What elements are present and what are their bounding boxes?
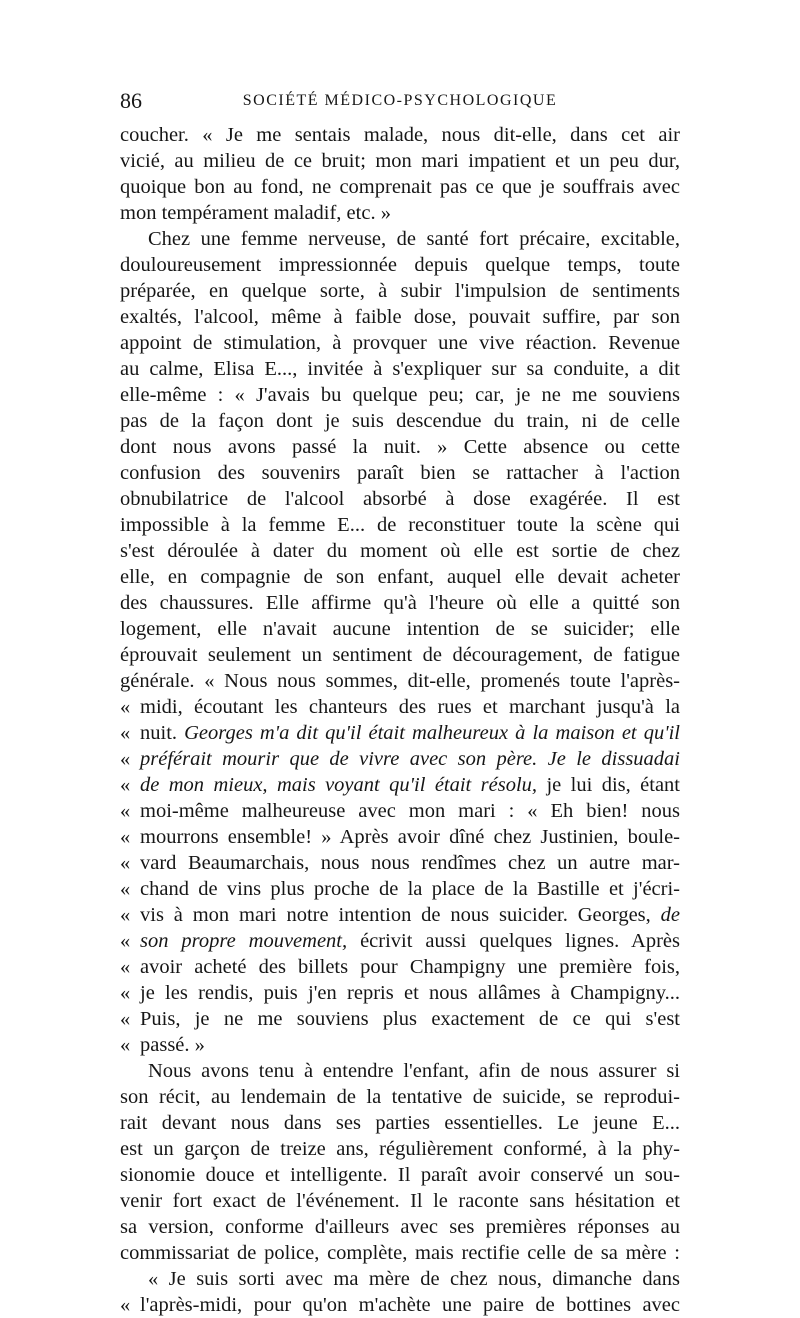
text-line: générale. « Nous nous sommes, dit-elle, promenés toute l'après- bbox=[120, 670, 680, 692]
quote-line bbox=[120, 1292, 680, 1318]
quote-text: je les rendis, puis j'en repris et nous allâmes à Champigny... bbox=[140, 982, 680, 1004]
quote-line bbox=[120, 772, 680, 798]
quote-mark: « bbox=[120, 930, 131, 952]
italic-text: Georges m'a dit qu'il était malheureux à la maison et qu'il bbox=[184, 722, 680, 744]
quote-text: écrivit aussi quelques lignes. Après bbox=[347, 930, 680, 952]
quote-text: nuit. bbox=[140, 722, 185, 744]
quote-mark: « bbox=[120, 774, 131, 796]
text-line: mon tempérament maladif, etc. » bbox=[120, 202, 391, 224]
quote-text: passé. » bbox=[140, 1034, 205, 1056]
text-line: sionomie douce et intelligente. Il paraît avoir conservé un sou- bbox=[120, 1164, 680, 1186]
page-number: 86 bbox=[120, 88, 142, 113]
text-line: des chaussures. Elle affirme qu'à l'heure où elle a quitté son bbox=[120, 592, 680, 614]
quote-line bbox=[120, 876, 680, 902]
quote-text: avoir acheté des billets pour Champigny une première fois, bbox=[140, 956, 680, 978]
quote-mark: « bbox=[120, 904, 131, 926]
quote-mark: « bbox=[120, 878, 131, 900]
body-text bbox=[120, 122, 680, 1318]
text-line: éprouvait seulement un sentiment de découragement, de fatigue bbox=[120, 644, 680, 666]
quote-line bbox=[120, 746, 680, 772]
text-line: rait devant nous dans ses parties essentielles. Le jeune E... bbox=[120, 1112, 680, 1134]
text-line: son récit, au lendemain de la tentative de suicide, se reprodui- bbox=[120, 1086, 680, 1108]
quote-text: je lui dis, étant bbox=[537, 774, 681, 796]
quote-line bbox=[120, 694, 680, 720]
italic-text: son propre mouvement, bbox=[140, 930, 348, 952]
text-line: sa version, conforme d'ailleurs avec ses premières réponses au bbox=[120, 1216, 680, 1238]
text-line: pas de la façon dont je suis descendue du train, ni de celle bbox=[120, 410, 680, 432]
running-head: SOCIÉTÉ MÉDICO-PSYCHOLOGIQUE bbox=[242, 92, 558, 109]
text-line: elle, en compagnie de son enfant, auquel elle devait acheter bbox=[120, 566, 680, 588]
text-line: dont nous avons passé la nuit. » Cette absence ou cette bbox=[120, 436, 680, 458]
quote-line bbox=[120, 798, 680, 824]
quote-mark: « bbox=[120, 748, 131, 770]
text-line: Nous avons tenu à entendre l'enfant, afin de nous assurer si bbox=[148, 1060, 680, 1082]
text-line: Chez une femme nerveuse, de santé fort précaire, excitable, bbox=[148, 228, 680, 250]
text-line: venir fort exact de l'événement. Il le raconte sans hésitation et bbox=[120, 1190, 680, 1212]
quote-line bbox=[120, 980, 680, 1006]
text-line: quoique bon au fond, ne comprenait pas ce que je souffrais avec bbox=[120, 176, 680, 198]
text-line: préparée, en quelque sorte, à subir l'impulsion de sentiments bbox=[120, 280, 680, 302]
quote-line bbox=[120, 1032, 680, 1058]
quote-line bbox=[120, 720, 680, 746]
text-line: impossible à la femme E... de reconstituer toute la scène qui bbox=[120, 514, 680, 536]
quote-text: moi-même malheureuse avec mon mari : « Eh bien! nous bbox=[140, 800, 680, 822]
page-header bbox=[120, 88, 680, 116]
quote-mark: « bbox=[120, 956, 131, 978]
text-line: « Je suis sorti avec ma mère de chez nous, dimanche dans bbox=[148, 1268, 680, 1290]
quote-mark: « bbox=[120, 722, 131, 744]
quote-line bbox=[120, 824, 680, 850]
text-line: est un garçon de treize ans, régulièrement conformé, à la phy- bbox=[120, 1138, 680, 1160]
text-line: obnubilatrice de l'alcool absorbé à dose exagérée. Il est bbox=[120, 488, 680, 510]
quote-mark: « bbox=[120, 696, 131, 718]
italic-text: de mon mieux, mais voyant qu'il était résolu, bbox=[140, 774, 538, 796]
quote-mark: « bbox=[120, 826, 131, 848]
quote-mark: « bbox=[120, 982, 131, 1004]
quote-line bbox=[120, 928, 680, 954]
quote-text: vis à mon mari notre intention de nous suicider. Georges, bbox=[140, 904, 661, 926]
text-line: logement, elle n'avait aucune intention de se suicider; elle bbox=[120, 618, 680, 640]
text-line: elle-même : « J'avais bu quelque peu; car, je ne me souviens bbox=[120, 384, 680, 406]
quote-mark: « bbox=[120, 852, 131, 874]
quote-text: chand de vins plus proche de la place de la Bastille et j'écri- bbox=[140, 878, 680, 900]
quote-line bbox=[120, 954, 680, 980]
text-line: coucher. « Je me sentais malade, nous dit-elle, dans cet air bbox=[120, 124, 680, 146]
quote-text: vard Beaumarchais, nous nous rendîmes chez un autre mar- bbox=[140, 852, 680, 874]
quote-text: mourrons ensemble! » Après avoir dîné chez Justinien, boule- bbox=[140, 826, 680, 848]
quote-text: midi, écoutant les chanteurs des rues et marchant jusqu'à la bbox=[140, 696, 680, 718]
italic-text: de bbox=[660, 904, 680, 926]
quote-line bbox=[120, 850, 680, 876]
quote-mark: « bbox=[120, 1034, 131, 1056]
text-line: douloureusement impressionnée depuis quelque temps, toute bbox=[120, 254, 680, 276]
quote-line bbox=[120, 1006, 680, 1032]
quote-mark: « bbox=[120, 1008, 131, 1030]
quote-text: Puis, je ne me souviens plus exactement de ce qui s'est bbox=[140, 1008, 680, 1030]
italic-text: préférait mourir que de vivre avec son père. Je le dissuadai bbox=[140, 748, 680, 770]
text-line: vicié, au milieu de ce bruit; mon mari impatient et un peu dur, bbox=[120, 150, 680, 172]
text-line: appoint de stimulation, à provquer une vive réaction. Revenue bbox=[120, 332, 680, 354]
quote-mark: « bbox=[120, 1294, 131, 1316]
quote-mark: « bbox=[120, 800, 131, 822]
text-line: exaltés, l'alcool, même à faible dose, pouvait suffire, par son bbox=[120, 306, 680, 328]
quote-text: l'après-midi, pour qu'on m'achète une paire de bottines avec bbox=[140, 1294, 680, 1316]
text-line: confusion des souvenirs paraît bien se rattacher à l'action bbox=[120, 462, 680, 484]
quote-line bbox=[120, 902, 680, 928]
text-line: s'est déroulée à dater du moment où elle est sortie de chez bbox=[120, 540, 680, 562]
text-line: au calme, Elisa E..., invitée à s'expliquer sur sa conduite, a dit bbox=[120, 358, 680, 380]
text-line: commissariat de police, complète, mais rectifie celle de sa mère : bbox=[120, 1242, 680, 1264]
